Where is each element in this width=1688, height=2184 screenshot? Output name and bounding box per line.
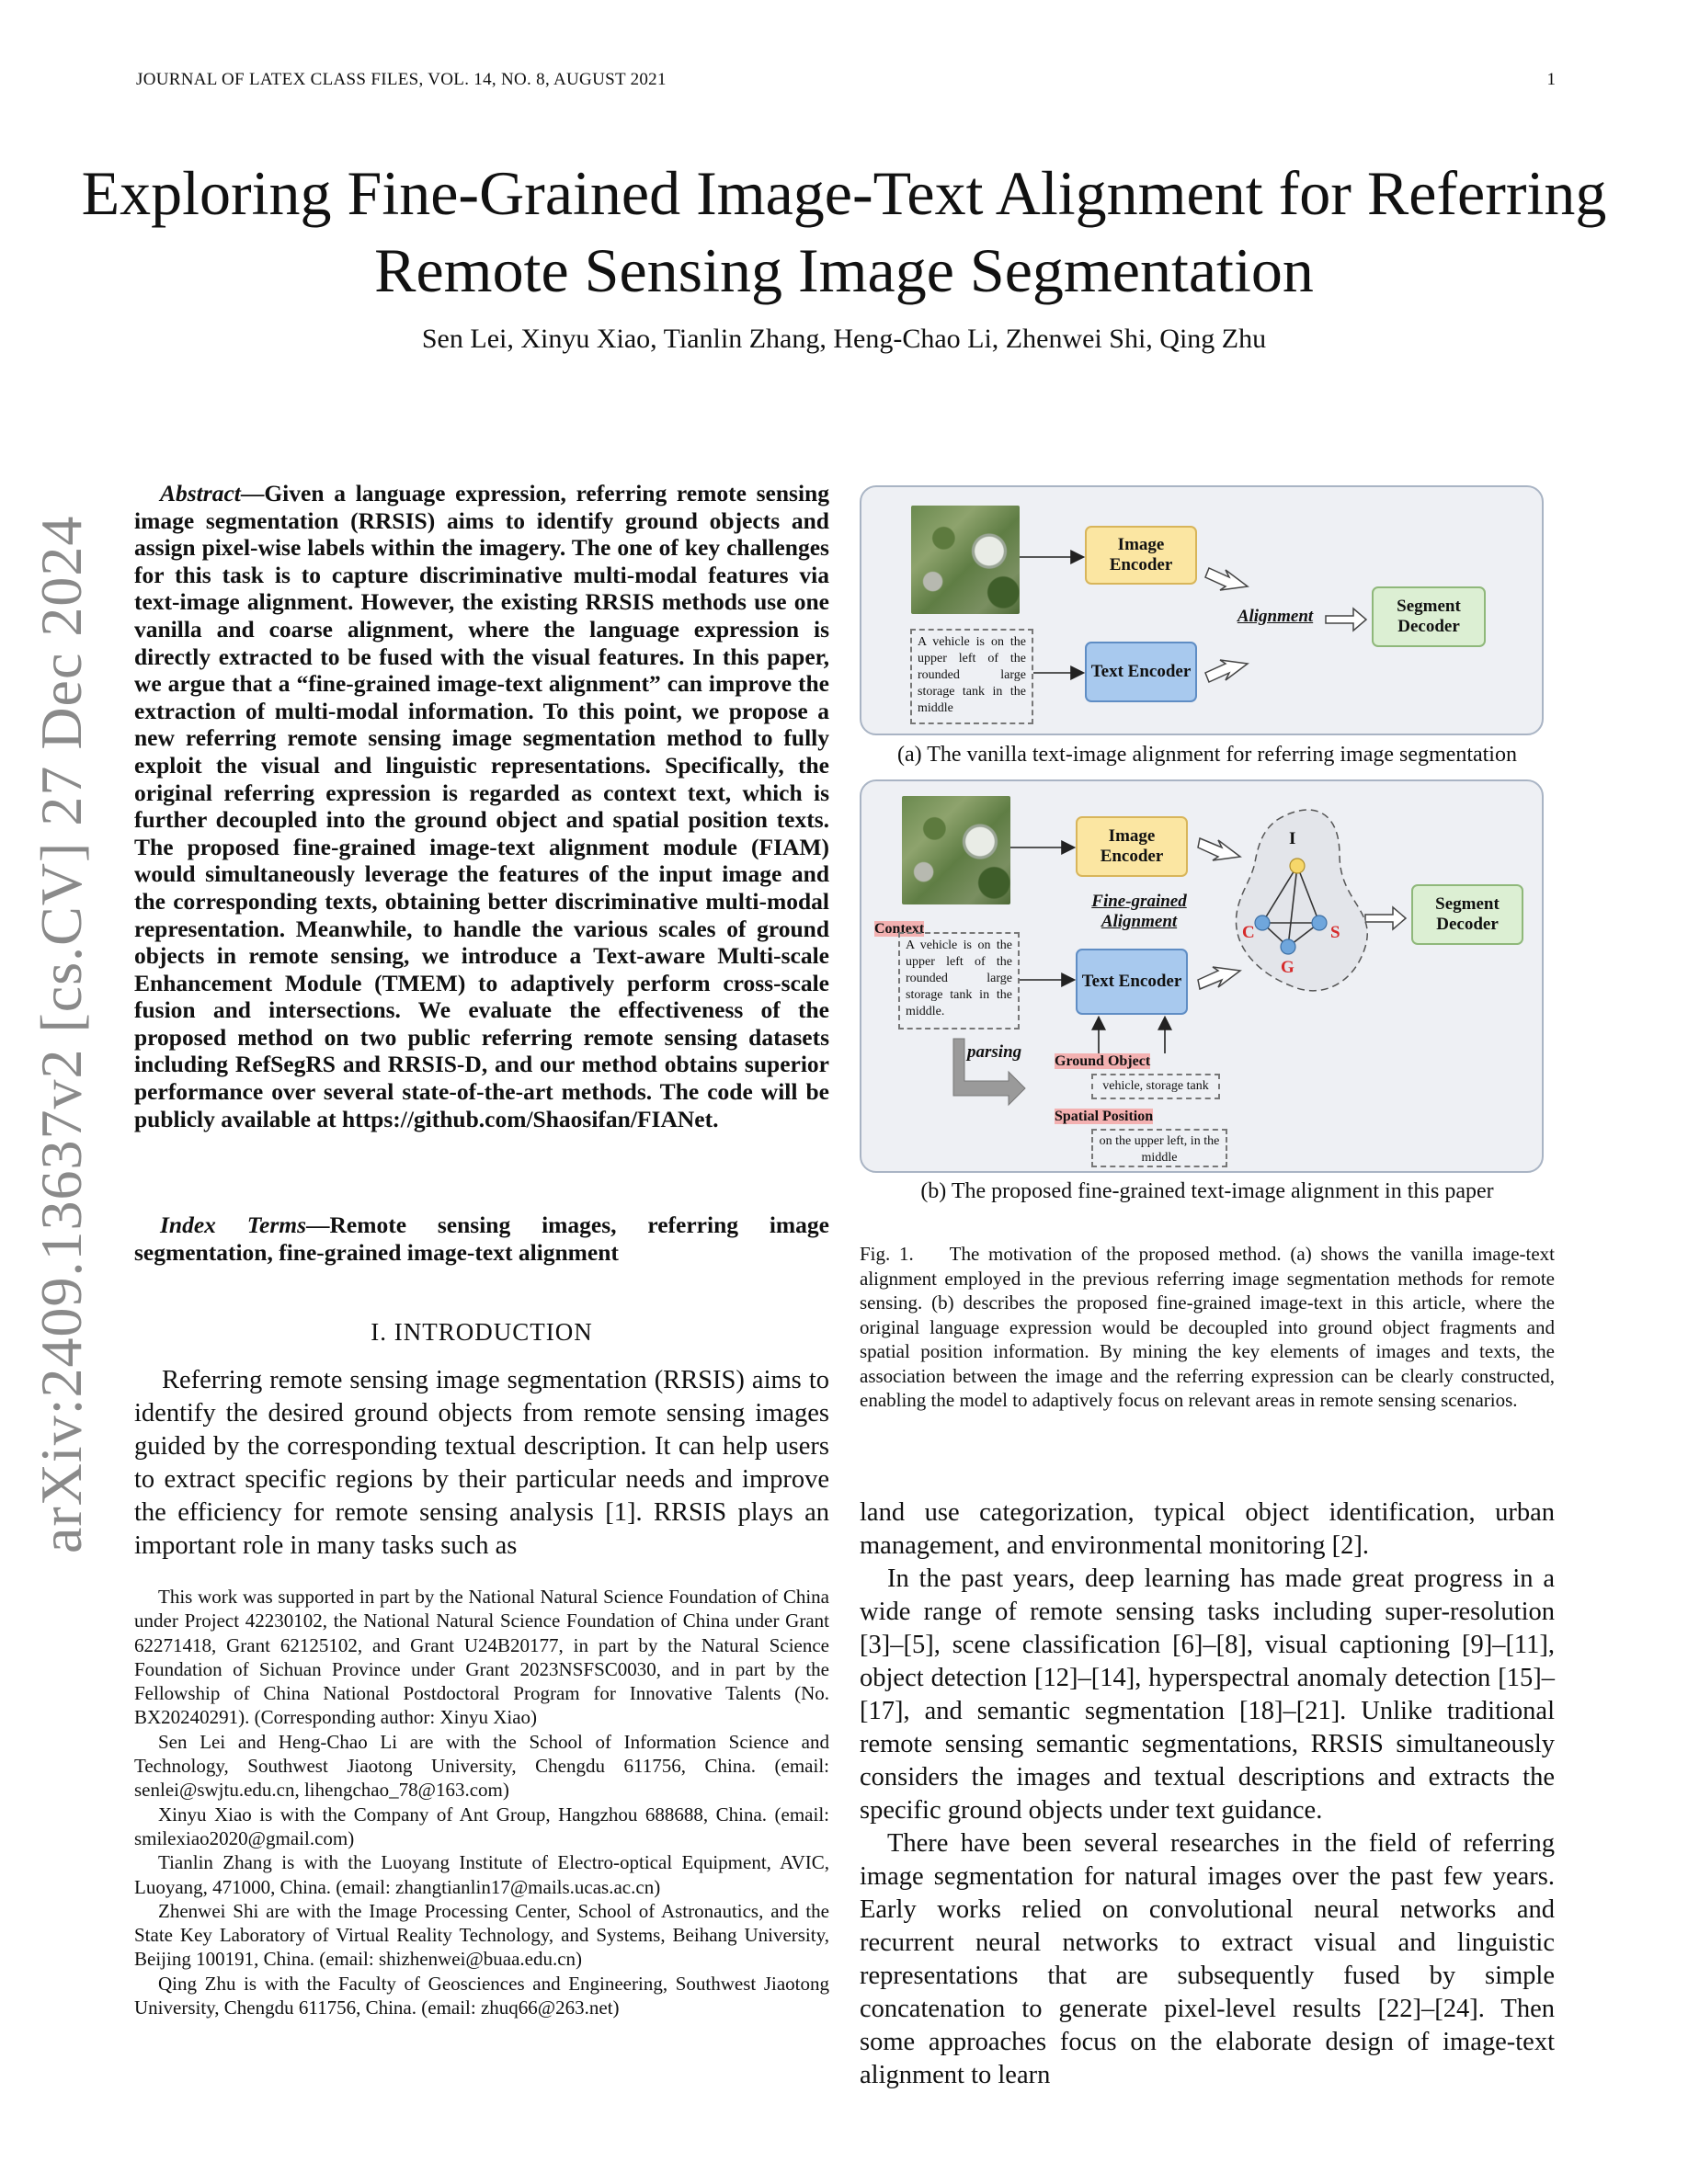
ground-object-text: vehicle, storage tank xyxy=(1091,1074,1220,1099)
section-heading: I. INTRODUCTION xyxy=(371,1318,593,1346)
abstract xyxy=(134,480,829,1132)
footnote-funding: This work was supported in part by the National Natural Science Foundation of China under Project 42230102, the National Natural Science Foundation of China under Grant 62271418, Grant 62125102, and Grant U24B20177, in part by the Natural Science Foundation of Sichuan Province under Grant 2023NSFSC0030, and in part by the Fellowship of China National Postdoctoral Program for Innovative Talents (No. BX20240291). (Corresponding author: Xinyu Xiao) xyxy=(134,1586,829,1729)
arxiv-stamp: arXiv:2409.13637v2 [cs.CV] 27 Dec 2024 xyxy=(29,515,94,1553)
body-paragraph: In the past years, deep learning has made great progress in a wide range of remote sensing tasks including super-resolution [3]–[5], scene classification [6]–[8], visual captioning [9]–[11], object detection [12]–[14], hyperspectral anomaly detection [15]–[17], and semantic segmentation [18]–[21]. Unlike traditional remote sensing semantic segmentations, RRSIS simultaneously considers the images and textual descriptions and extracts the specific ground objects under text guidance. xyxy=(860,1564,1555,1825)
text-encoder-box: Text Encoder xyxy=(1076,949,1188,1015)
text-encoder-box: Text Encoder xyxy=(1085,642,1197,702)
panel-a-arrows xyxy=(861,487,1542,734)
alignment-graph-region xyxy=(1236,810,1367,991)
hollow-arrow-icon xyxy=(1198,838,1240,860)
figure-caption-b: (b) The proposed fine-grained text-image alignment in this paper xyxy=(920,1179,1494,1203)
spatial-position-text: on the upper left, in the middle xyxy=(1091,1129,1227,1167)
fine-grained-alignment-label: Fine-grained Alignment xyxy=(1091,892,1187,931)
expression-text: A vehicle is on the upper left of the rounded large storage tank in the middle. xyxy=(898,932,1020,1029)
node-label-c: C xyxy=(1242,923,1255,942)
author-list: Sen Lei, Xinyu Xiao, Tianlin Zhang, Heng-Chao Li, Zhenwei Shi, Qing Zhu xyxy=(421,324,1267,354)
image-node xyxy=(1290,859,1305,873)
context-label: Context xyxy=(874,921,925,937)
spatial-node xyxy=(1312,916,1327,930)
footnote-affiliation: Qing Zhu is with the Faculty of Geosciences and Engineering, Southwest Jiaotong University, Chengdu 611756, China. (email: zhuq66@263.net) xyxy=(134,1972,829,2019)
image-encoder-box: Image Encoder xyxy=(1076,816,1188,877)
hollow-arrow-icon xyxy=(1205,660,1248,682)
paper-title: Exploring Fine-Grained Image-Text Alignment for Referring Remote Sensing Image Segmentation xyxy=(81,158,1607,305)
body-paragraph: There have been several researches in the field of referring image segmentation for natural images over the past few years. Early works relied on convolutional neural networks and recurrent neural networks to extract visual and linguistic representations that are subsequently fused by simple concatenation to generate pixel-level results [22]–[24]. Then some approaches focus on the elaborate design of image-text alignment to learn xyxy=(860,1829,1555,2089)
panel-b-diagram xyxy=(861,781,1542,1171)
abstract-text: —Given a language expression, referring remote sensing image segmentation (RRSIS) aims to identify ground objects and assign pixel-wise labels within the imagery. The one of key challenges for this task is to capture discriminative multi-modal features via text-image alignment. However, the existing RRSIS methods use one vanilla and coarse alignment, where the language expression is directly extracted to be fused with the visual features. In this paper, we argue that a “fine-grained image-text alignment” can improve the extraction of multi-modal information. To this point, we propose a new referring remote sensing image segmentation method to fully exploit the visual and linguistic representations. Specifically, the original referring expression is regarded as context text, which is further decoupled into the ground object and spatial position texts. The proposed fine-grained image-text alignment module (FIAM) would simultaneously leverage the features of the input image and the corresponding texts, obtaining better discriminative multi-modal representation. Meanwhile, to handle the various scales of ground objects in remote sensing, we introduce a Text-aware Multi-scale Enhancement Module (TMEM) to adaptively perform cross-scale fusion and intersections. We evaluate the effectiveness of the proposed method on two public referring remote sensing datasets including RefSegRS and RRSIS-D, and our method obtains superior performance over several state-of-the-art methods. The code will be publicly available at https://github.com/Shaosifan/FIANet. xyxy=(134,480,829,1132)
hollow-arrow-icon xyxy=(1205,568,1248,590)
index-terms-label: Index Terms xyxy=(160,1211,306,1238)
index-terms-text: —Remote sensing images, referring image segmentation, fine-grained image-text alignment xyxy=(134,1211,829,1266)
right-column-body xyxy=(860,1496,1555,2092)
page-number: 1 xyxy=(1546,70,1556,89)
journal-header: JOURNAL OF LATEX CLASS FILES, VOL. 14, NO. 8, AUGUST 2021 xyxy=(136,70,667,89)
figure-1-caption: Fig. 1. The motivation of the proposed method. (a) shows the vanilla image-text alignment employed in the previous referring image segmentation methods for remote sensing. (b) describes the proposed fine-grained image-text in this article, where the original language expression would be decoupled into ground object fragments and spatial position information. By mining the key elements of images and texts, the association between the image and the referring expression can be clearly constructed, enabling the model to adaptively focus on relevant areas in remote sensing scenarios. xyxy=(860,1243,1560,1411)
abstract-label: Abstract xyxy=(160,480,241,506)
alignment-label: Alignment xyxy=(1237,607,1314,626)
segment-decoder-box: Segment Decoder xyxy=(1411,884,1523,945)
hollow-arrow-icon xyxy=(1365,907,1406,929)
figure-caption-a: (a) The vanilla text-image alignment for referring image segmentation xyxy=(897,743,1517,767)
intro-paragraph: Referring remote sensing image segmentation (RRSIS) aims to identify the desired ground objects from remote sensing images guided by the corresponding textual description. It can help users to extract specific regions by their particular needs and improve the efficiency for remote sensing analysis [1]. RRSIS plays an important role in many tasks such as xyxy=(134,1366,829,1560)
footnote-affiliation: Xinyu Xiao is with the Company of Ant Group, Hangzhou 688688, China. (email: smilexiao2020@gmail.com) xyxy=(134,1803,829,1849)
footnote-affiliation: Tianlin Zhang is with the Luoyang Institute of Electro-optical Equipment, AVIC, Luoyang, 471000, China. (email: zhangtianlin17@mails.ucas.ac.cn) xyxy=(134,1851,829,1898)
hollow-arrow-icon xyxy=(1198,967,1240,989)
footnotes xyxy=(134,1585,829,2019)
expression-text: A vehicle is on the upper left of the rounded large storage tank in the middle xyxy=(910,629,1033,724)
parsing-arrow-icon xyxy=(953,1039,1025,1105)
segment-decoder-box: Segment Decoder xyxy=(1372,586,1486,647)
ground-node xyxy=(1281,939,1295,954)
parsing-label: parsing xyxy=(967,1042,1022,1062)
node-label-i: I xyxy=(1289,829,1296,848)
ground-object-label: Ground Object xyxy=(1055,1053,1151,1069)
figure-panel-b xyxy=(860,779,1544,1173)
node-label-g: G xyxy=(1281,958,1295,977)
spatial-position-label: Spatial Position xyxy=(1055,1109,1154,1124)
figure-panel-a xyxy=(860,485,1544,735)
body-paragraph: land use categorization, typical object identification, urban management, and environmental monitoring [2]. xyxy=(860,1498,1555,1560)
index-terms xyxy=(134,1211,829,1266)
footnote-affiliation: Zhenwei Shi are with the Image Processing Center, School of Astronautics, and the State Key Laboratory of Virtual Reality Technology, and Systems, Beihang University, Beijing 100191, China. (email: shizhenwei@buaa.edu.cn) xyxy=(134,1899,829,1971)
footnote-affiliation: Sen Lei and Heng-Chao Li are with the School of Information Science and Technology, Southwest Jiaotong University, Chengdu 611756, China. (email: senlei@swjtu.edu.cn, lihengchao_78@163.com) xyxy=(134,1730,829,1802)
image-encoder-box: Image Encoder xyxy=(1085,526,1197,585)
context-node xyxy=(1255,916,1270,930)
hollow-arrow-icon xyxy=(1326,609,1366,631)
node-label-s: S xyxy=(1330,923,1340,942)
